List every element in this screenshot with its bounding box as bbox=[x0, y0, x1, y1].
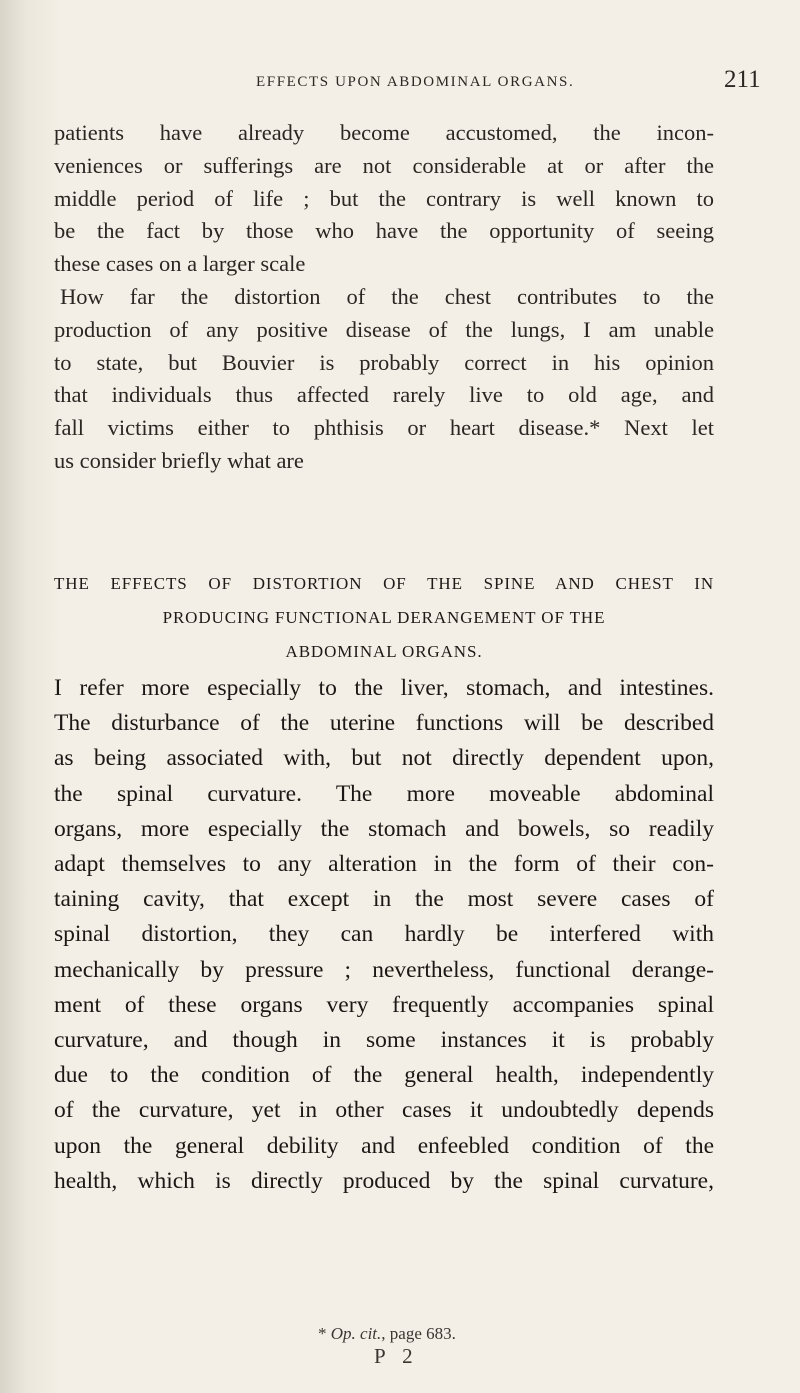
opening-text bbox=[54, 117, 714, 478]
text-line: upon the general debility and enfeebled condition of the bbox=[54, 1132, 714, 1159]
heading-line: ABDOMINAL ORGANS. bbox=[285, 642, 483, 661]
text-line: that individuals thus affected rarely live to old age, and bbox=[54, 382, 714, 408]
text-line: the spinal curvature. The more moveable abdominal bbox=[54, 780, 714, 807]
text-line: due to the condition of the general health, independently bbox=[54, 1062, 714, 1089]
main-paragraph bbox=[54, 671, 714, 1199]
text-line: taining cavity, that except in the most severe cases of bbox=[54, 886, 714, 913]
text-line: curvature, and though in some instances it is probably bbox=[54, 1027, 714, 1054]
text-line: adapt themselves to any alteration in the form of their con- bbox=[54, 851, 714, 878]
text-line: mechanically by pressure ; nevertheless, functional derange- bbox=[54, 956, 714, 983]
text-line: health, which is directly produced by the spinal curvature, bbox=[54, 1167, 714, 1194]
footnote-citation: Op. cit. bbox=[330, 1324, 382, 1343]
text-line: spinal distortion, they can hardly be interfered with bbox=[54, 921, 714, 948]
text-line: ment of these organs very frequently accompanies spinal bbox=[54, 991, 714, 1018]
text-line: organs, more especially the stomach and bowels, so readily bbox=[54, 815, 714, 842]
heading-line: THE EFFECTS OF DISTORTION OF THE SPINE AND CHEST IN bbox=[54, 574, 714, 593]
text-line: be the fact by those who have the opportunity of seeing bbox=[54, 218, 714, 244]
heading-line: PRODUCING FUNCTIONAL DERANGEMENT OF THE bbox=[162, 608, 606, 627]
text-line: us consider briefly what are bbox=[54, 447, 304, 473]
text-line: as being associated with, but not directly dependent upon, bbox=[54, 745, 714, 772]
text-line: The disturbance of the uterine functions will be described bbox=[54, 710, 714, 737]
text-line: veniences or sufferings are not considerable at or after the bbox=[54, 152, 714, 178]
footnote-page: , page 683. bbox=[381, 1324, 456, 1343]
text-line: production of any positive disease of the lungs, I am unable bbox=[54, 316, 714, 342]
section-heading bbox=[54, 567, 714, 669]
page-number: 211 bbox=[724, 66, 761, 93]
footnote bbox=[318, 1324, 456, 1344]
text-line: these cases on a larger scale bbox=[54, 251, 306, 277]
running-head: EFFECTS UPON ABDOMINAL ORGANS. bbox=[256, 74, 575, 90]
text-line: I refer more especially to the liver, stomach, and intestines. bbox=[54, 675, 714, 701]
text-line: of the curvature, yet in other cases it undoubtedly depends bbox=[54, 1097, 714, 1124]
text-line: middle period of life ; but the contrary is well known to bbox=[54, 185, 714, 211]
text-line: to state, but Bouvier is probably correct in his opinion bbox=[54, 349, 714, 375]
text-line: fall victims either to phthisis or heart disease.* Next let bbox=[54, 415, 714, 441]
text-line: How far the distortion of the chest contributes to the bbox=[60, 283, 714, 309]
text-line: patients have already become accustomed, the incon- bbox=[54, 120, 714, 145]
footnote-marker: * bbox=[318, 1324, 331, 1343]
signature-mark: P 2 bbox=[374, 1344, 419, 1368]
